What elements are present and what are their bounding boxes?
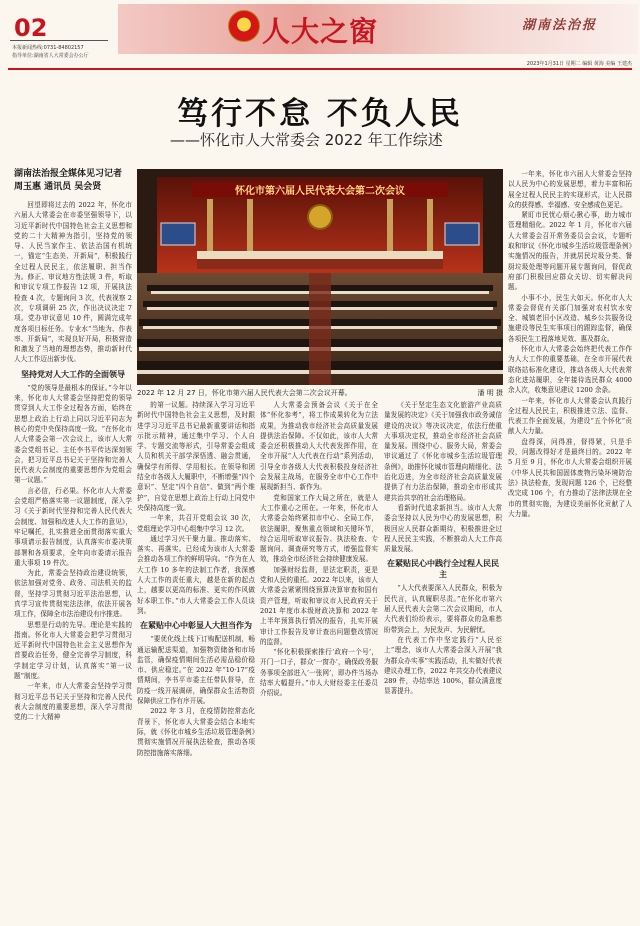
paragraph: 回望即将过去的 2022 年，怀化市六届人大常委会在市委坚强领导下，以习近平新时代中国特色社会主义思想和党的二十大精神为指引，坚持党的领导、人民当家作主、依法治国有机统一，锚定“生态美、开新局”，积极践行全过程人民民主，依法履职、担当作为。修正、审议地方性法规 3 件，听取和审议专项工作报告 12 项，开展执法检查 4 次，专题询问 3 次，代表视察 2 次，专项调研 25 次，作出决议决定 7 项。党办审议意见 10 件，圆满完成年度各项目标任务。专业水“当地为、作表率、开新局”，实现良好开局，积极营造和激发了当地的理想态势，推动新时代人大工作迈出新步伐。 bbox=[14, 201, 132, 364]
national-emblem-icon bbox=[228, 10, 260, 42]
photo-caption: 2022 年 12 月 27 日，怀化市第六届人民代表大会第二次会议开幕。 bbox=[137, 389, 352, 397]
paragraph: 党和国家工作大局之所在，就是人大工作重心之所在。一年来，怀化市人大常委会始终紧扣市中心、全局工作，依法履职，聚焦重点领域和关键环节，综合运用听取审议报告、执法检查、专题询问、调查研究等方式，增强监督实效，推动全市经济社会持续健康发展。 bbox=[260, 493, 378, 564]
paragraph: 言必信，行必果。怀化市人大常委会党组严格落实第一议题制度，深入学习《关于新时代坚持和完善人民代表大会制度、加强和改进人大工作的意见》，牢记嘱托，扎实推进全面贯彻落实重大事项请示报告制度，认真落实市委决策部署和各项要求，全年向市委请示报告重大事项 19 件次。 bbox=[14, 486, 132, 567]
paragraph: 紧盯市民忧心烦心揪心事，助力城市管理精细化。2022 年 1 月，怀化市六届人大常委会召开常务委员会会议，专题听取和审议《怀化市城乡生活垃圾管理条例》实施情况的报告，并就居民垃圾分类、餐厨垃圾处理等问题开展专题询问，督促政府部门积极回应群众关切、切实解决问题。 bbox=[508, 211, 632, 292]
paragraph: 加强财经监督，是法定职责，更是党和人民的重托。2022 年以来，该市人大常委会紧紧围绕预算决算审查和国有资产管理，听取和审议市人民政府关于 2021 年度市本级财政决算和 2022 年上半年预算执行情况的报告，扎实开展审计工作报告及审计查出问题整改情况的监督。 bbox=[260, 565, 378, 646]
screen-left bbox=[161, 223, 195, 245]
screen-right bbox=[445, 223, 479, 245]
paragraph: “人大代表要深入人民群众，积极为民代言，认真履职尽责。”在怀化市第六届人民代表大会第二次会议期间，市人大代表们纷纷表示，要将群众的急难愁盼带到会上，为民发声、为民解忧。 bbox=[384, 584, 502, 634]
paragraph: 一年来，市人大常委会坚持学习贯彻习近平总书记关于坚持和完善人民代表大会制度的重要思想，深入学习贯彻党的二十大精神 bbox=[14, 682, 132, 722]
hall-emblem-icon bbox=[308, 205, 332, 229]
photo-banner-text: 怀化市第六届人民代表大会第二次会议 bbox=[235, 186, 405, 197]
paragraph: 思想是行动的先导。理论是实践的指南。怀化市人大常委会把学习贯彻习近平新时代中国特色社会主义思想作为首要政治任务，健全完善学习制度，科学制定学习计划，认真落实“第一议题”制度。 bbox=[14, 620, 132, 681]
article-column-4 bbox=[384, 400, 502, 920]
column-title: 人大之窗 bbox=[262, 15, 379, 48]
top-rule bbox=[8, 68, 632, 70]
section-heading: 在紧贴民心中践行全过程人民民主 bbox=[387, 559, 499, 580]
hotline-line: 本报新闻热线:0731-84802157 bbox=[12, 45, 84, 51]
paragraph: 人大常委会预备会议《关于在全体“怀化参考”，将工作成果转化为立法成果，为推动我市经济社会高质量发展提供法治保障。不仅如此，该市人大常委会还积极推动人大代表发挥作用，在全市开展“人大代表在行动”系列活动，引导全市各级人大代表积极投身经济社会发展主战场，在服务全市中心工作中展现新担当、新作为。 bbox=[260, 401, 378, 492]
subheadline: ——怀化市人大常委会 2022 年工作综述 bbox=[170, 131, 443, 149]
conference-hall-illustration bbox=[137, 169, 503, 385]
paragraph: 盘得深，问得准，督得紧，只是手段，问题改得好才是最终目的。2022 年 5 月至 9 月，怀化市人大常委会组织开展《中华人民共和国固体废物污染环境防治法》执法检查，发现问题 126 个，已经整改完成 106 个，有力推动了法律法规在全市的贯彻实施，为建设美丽怀化贡献了人大力量。 bbox=[508, 437, 632, 518]
paragraph: 的第一议题。持续深入学习习近平新时代中国特色社会主义思想，及时跟进学习习近平总书记最新重要讲话和指示批示精神，通过集中学习、个人自学、专题交流等形式，引导常委会组成人员和机关干部学深悟透、融会贯通，确保学有所得、学用相长。在领导和团结全市各级人大履职中，不断增强“四个意识”、坚定“四个自信”、做到“两个维护”，自觉在思想上政治上行动上同党中央保持高度一致。 bbox=[137, 401, 255, 512]
page-number-rule bbox=[10, 40, 108, 41]
section-heading: 坚持党对人大工作的全面领导 bbox=[21, 369, 125, 379]
paragraph: “怀化积极探索推行‘政府一个号’，开门一口子，群众‘一窗办’，确保政务服务事项全部进入‘一张网’，即办件当场办结率大幅提升。”市人大财经委主任委员介绍说。 bbox=[260, 648, 378, 698]
article-column-2 bbox=[137, 400, 255, 920]
byline-line: 湖南法治报全媒体见习记者 bbox=[14, 169, 123, 179]
paragraph: “党的领导是最根本的保证。”今年以来，怀化市人大常委会坚持把党的领导贯穿到人大工作全过程各方面，始终在思想上政治上行动上同以习近平同志为核心的党中央保持高度一致。“在怀化市人大常委会第一次会议上，该市人大常委会党组书记、主任李书平传达深刻领会，把习近平总书记关于坚持和完善人民代表大会制度的重要思想作为党组会第一议题。” bbox=[14, 383, 132, 485]
paragraph: 看新时代追求新担当。该市人大常委会坚持以人民为中心的发展思想，积极回应人民群众新期待，积极推进全过程人民民主实践，不断推动人大工作高质量发展。 bbox=[384, 503, 502, 554]
conference-photo bbox=[137, 169, 503, 385]
photo-credit: 潘 明 摄 bbox=[477, 389, 503, 397]
photo-caption-row bbox=[137, 388, 503, 398]
paragraph: 一年来，怀化市六届人大常委会坚持以人民为中心的发展思想，着力丰富和拓展全过程人民民主的实现形式，让人民群众的获得感、幸福感、安全感成色更足。 bbox=[508, 170, 632, 209]
byline bbox=[14, 168, 132, 194]
paragraph: 《关于坚定生态文化旅游产业高质量发展的决定》《关于加强我市政务诚信建设的决议》等决议决定，依法行使重大事项决定权，推动全市经济社会高质量发展。围绕中心、服务大局，常委会审议通过了《怀化市城乡生活垃圾管理条例》，助推怀化城市管理向精细化、法治化迈进，为全市经济社会高质量发展提供了有力法治保障，推动全市形成共建共治共享的社会治理格局。 bbox=[384, 401, 502, 502]
article-column-1 bbox=[14, 200, 132, 920]
paragraph: 一年来，共召开党组会议 30 次，党组理论学习中心组集中学习 12 次。 bbox=[137, 514, 255, 533]
page-number: 02 bbox=[14, 14, 48, 42]
paragraph: 一年来，怀化市人大常委会认真践行全过程人民民主，积极推进立法、监督、代表工作全面发展，为建设“五个怀化”贡献人大力量。 bbox=[508, 396, 632, 436]
paragraph: 2022 年 3 月，在疫情防控常态化背景下，怀化市人大常委会结合本地实际，就《怀化市城乡生活垃圾管理条例》贯彻实施情况开展执法检查，推动各项防控措施落实落细。 bbox=[137, 707, 255, 757]
headline: 笃行不怠 不负人民 bbox=[177, 96, 463, 132]
paragraph: 小事不小，民生大如天。怀化市人大常委会督促有关部门加强对农村饮水安全、城镇老旧小区改造、城乡公共服务设施建设等民生实事项目的跟踪监督，确保各项民生工程落地见效、惠及群众。 bbox=[508, 293, 632, 343]
article-column-5 bbox=[508, 169, 632, 921]
paragraph: 为此，常委会坚持政治建设统领，依法加强对党务、政务、司法机关的监督，坚持学习贯彻习近平法治思想，认真学习宣传贯彻宪法法律，依法开展各项工作，保障全市法治建设有序推进。 bbox=[14, 569, 132, 619]
newspaper-brand: 湖南法治报 bbox=[522, 18, 598, 33]
paragraph: 通过学习兴干聚力量。推动落实、落实、再落实。已经成为该市人大常委会推动各项工作的鲜明导向。“作为在人大工作 10 多年的法制工作者，我深感人大工作的责任重大，越是在新的起点上，越要以更高的标准、更实的作风做好本职工作。”市人大常委会工作人员谈到。 bbox=[137, 534, 255, 615]
paragraph: 在代表工作中坚定践行“人民至上”理念，该市人大常委会深入开展“我为群众办实事”实践活动，扎实做好代表建议办理工作，2022 年共交办代表建议 289 件，办结率达 100%，群众满意度显著提升。 bbox=[384, 635, 502, 696]
section-heading: 在紧贴中心中彰显人大担当作为 bbox=[140, 621, 252, 631]
paragraph: “要优化线上线下订购配送机制，畅通运输配送渠道，加强物资储备和市场监管，确保疫情期间生活必需品稳价稳市、供应稳定。”在 2022 年“10·17”疫情期间，李书平市委主任带队督导，在防疫一线开展调研，确保群众生活物资保障供应工作有序开展。 bbox=[137, 635, 255, 706]
byline-line: 周玉惠 通讯员 吴会贤 bbox=[14, 182, 102, 192]
date-editor-line: 2023年1月31日 星期二 编辑 黄海 美编 王建杰 bbox=[526, 61, 632, 67]
paragraph: 怀化市人大常委会始终把代表工作作为人大工作的重要基础，在全市开展代表联络站标准化建设，推动各级人大代表常态化进站履职，全年接待选民群众 4000 余人次，收集意见建议 1200 余条。 bbox=[508, 345, 632, 395]
masthead bbox=[0, 0, 640, 72]
guidance-unit-line: 指导单位:湖南省人大常委会办公厅 bbox=[12, 53, 89, 59]
article-column-3 bbox=[260, 400, 378, 920]
